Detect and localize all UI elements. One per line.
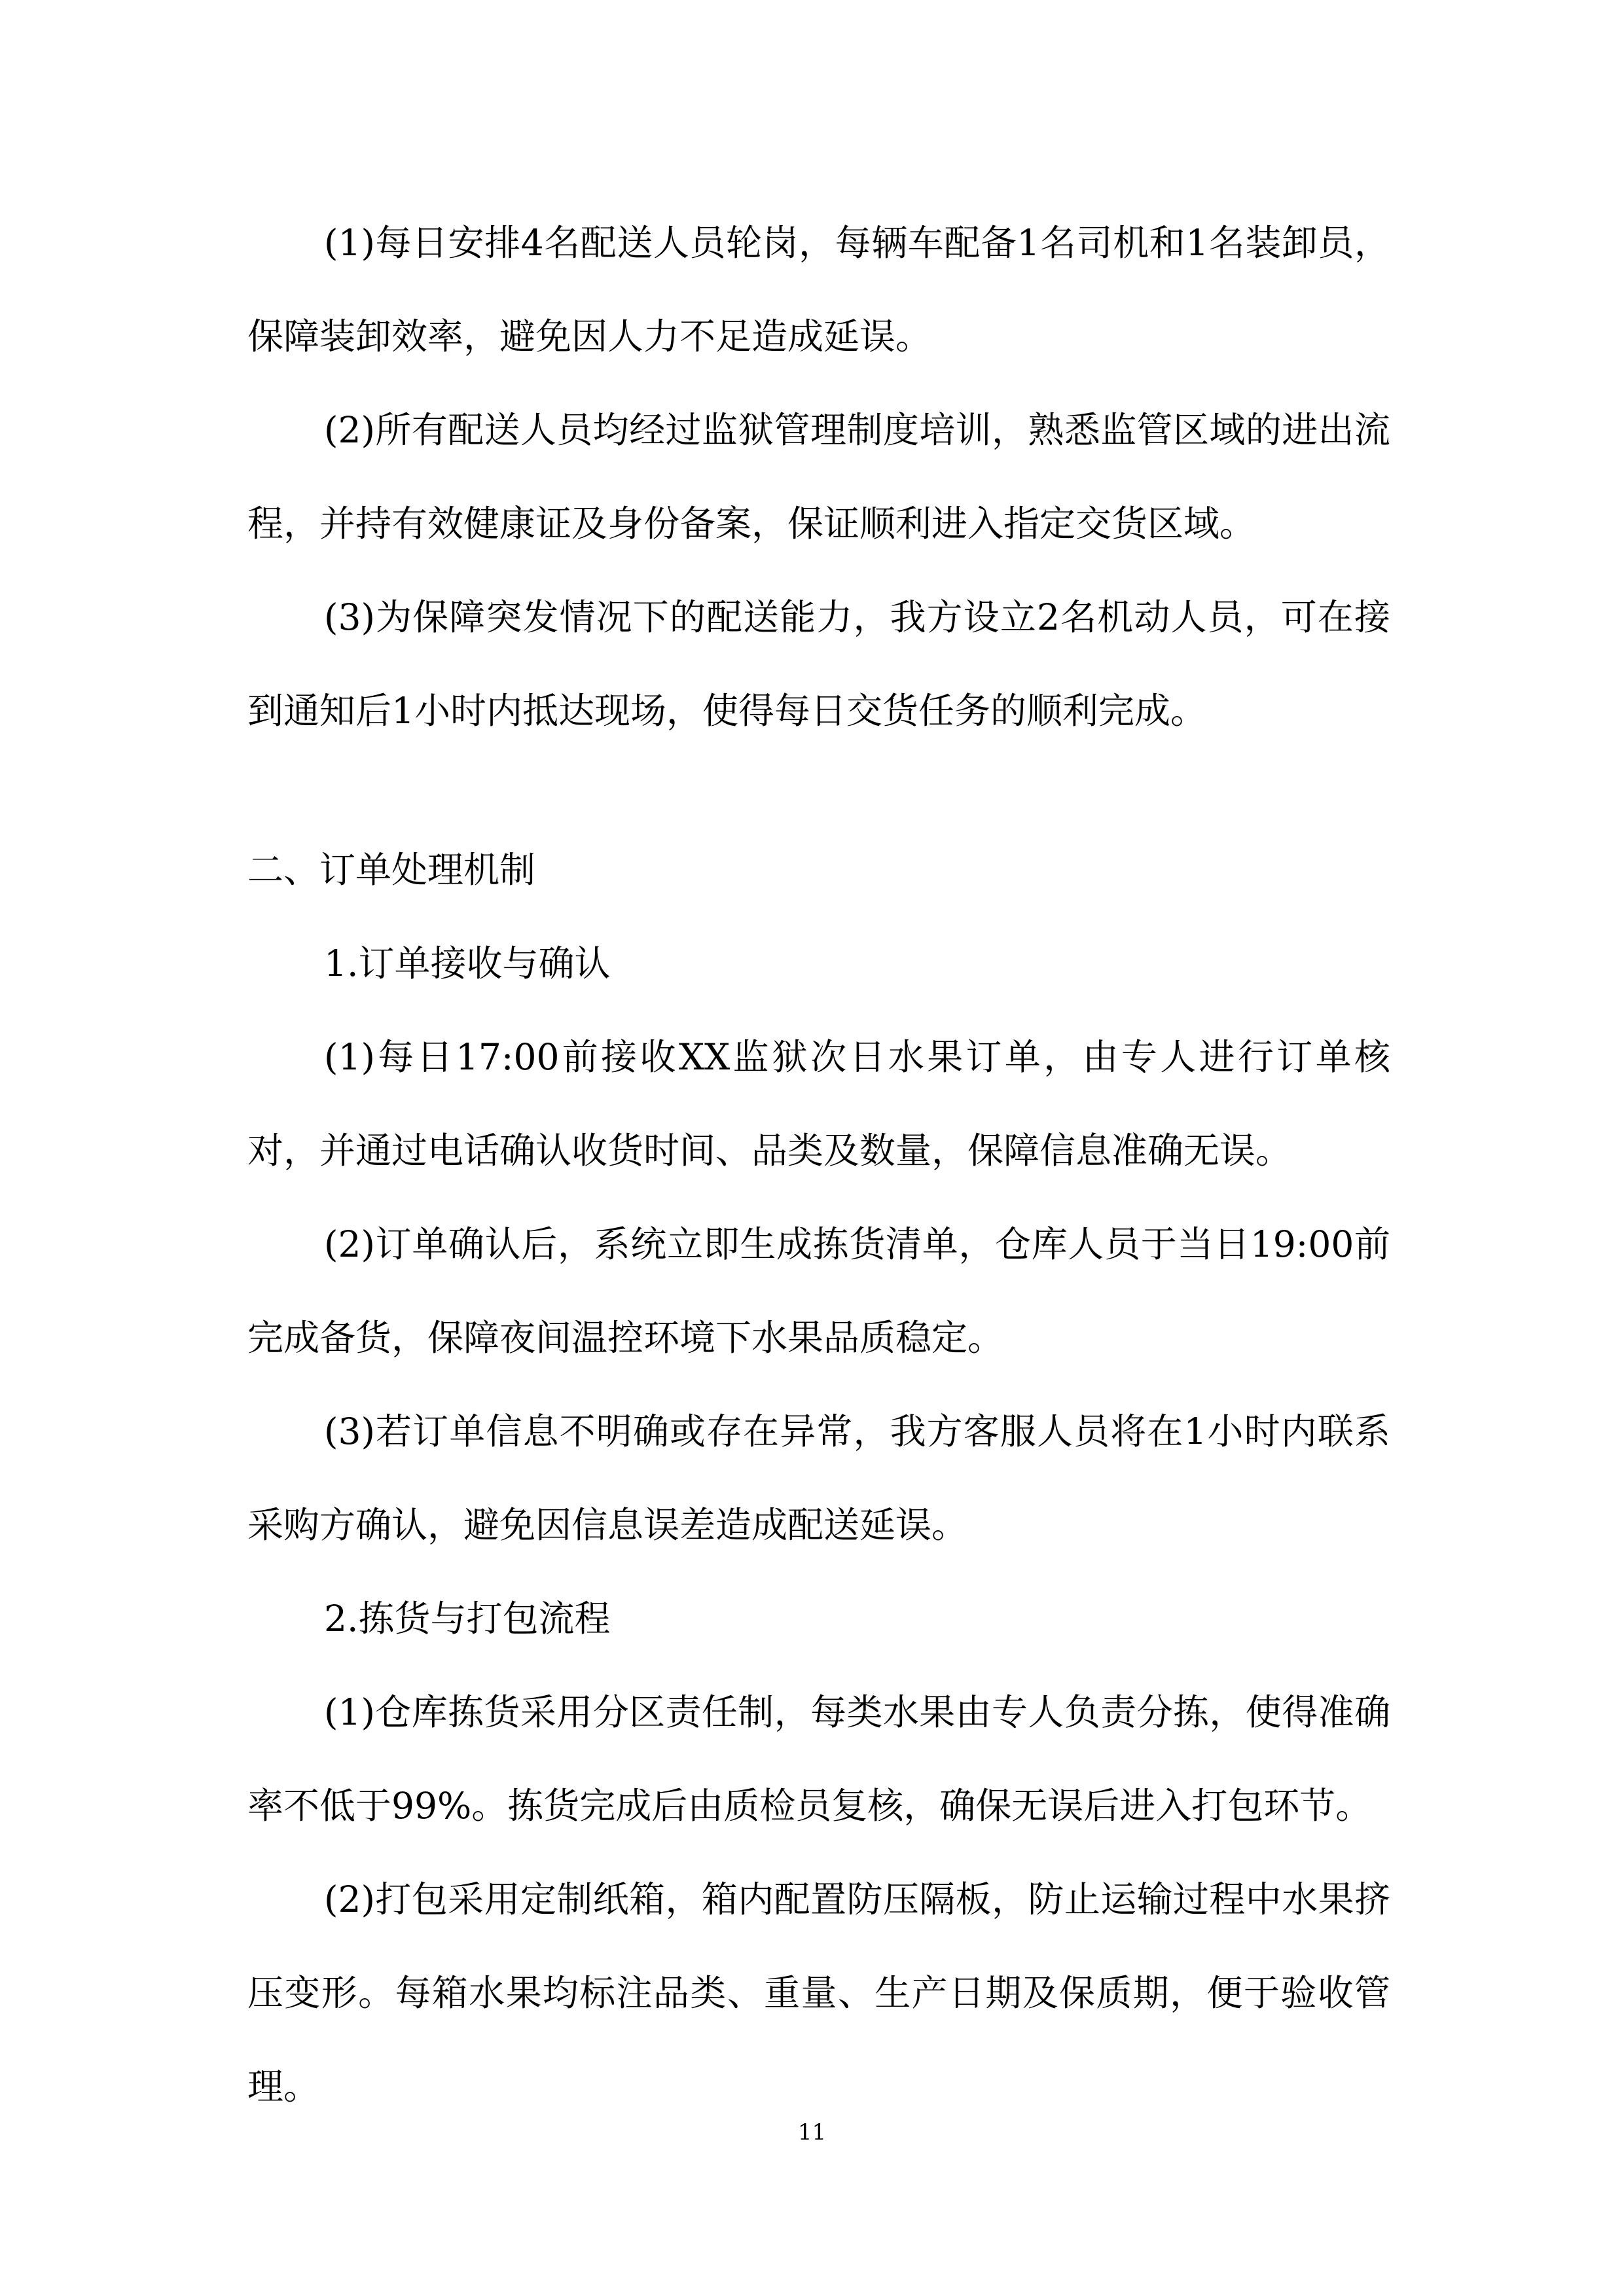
paragraph-staff-rotation: (1)每日安排4名配送人员轮岗，每辆车配备1名司机和1名装卸员，保障装卸效率，避免因人力不足造成延误。 — [247, 222, 1390, 357]
paragraph-order-receipt-1: (1)每日17:00前接收XX监狱次日水果订单，由专人进行订单核对，并通过电话确认收货时间、品类及数量，保障信息准确无误。 — [247, 1036, 1390, 1172]
subsection-heading-order-receipt: 1.订单接收与确认 — [324, 942, 611, 984]
paragraph-backup-staff: (3)为保障突发情况下的配送能力，我方设立2名机动人员，可在接到通知后1小时内抵达现场，使得每日交货任务的顺利完成。 — [247, 596, 1390, 732]
paragraph-order-receipt-2: (2)订单确认后，系统立即生成拣货清单，仓库人员于当日19:00前完成备货，保障夜间温控环境下水果品质稳定。 — [247, 1223, 1390, 1359]
subsection-heading-picking-packing: 2.拣货与打包流程 — [324, 1598, 611, 1640]
paragraph-packing-2: (2)打包采用定制纸箱，箱内配置防压隔板，防止运输过程中水果挤压变形。每箱水果均标注品类、重量、生产日期及保质期，便于验收管理。 — [247, 1878, 1390, 2108]
page-number: 11 — [797, 2119, 827, 2145]
paragraph-order-receipt-3: (3)若订单信息不明确或存在异常，我方客服人员将在1小时内联系采购方确认，避免因信息误差造成配送延误。 — [247, 1410, 1390, 1546]
page-content — [247, 196, 1390, 2134]
section-heading-order-processing: 二、订单处理机制 — [247, 849, 536, 891]
paragraph-picking-1: (1)仓库拣货采用分区责任制，每类水果由专人负责分拣，使得准确率不低于99%。拣货完成后由质检员复核，确保无误后进入打包环节。 — [247, 1691, 1390, 1827]
paragraph-staff-training: (2)所有配送人员均经过监狱管理制度培训，熟悉监管区域的进出流程，并持有效健康证及身份备案，保证顺利进入指定交货区域。 — [247, 409, 1390, 545]
